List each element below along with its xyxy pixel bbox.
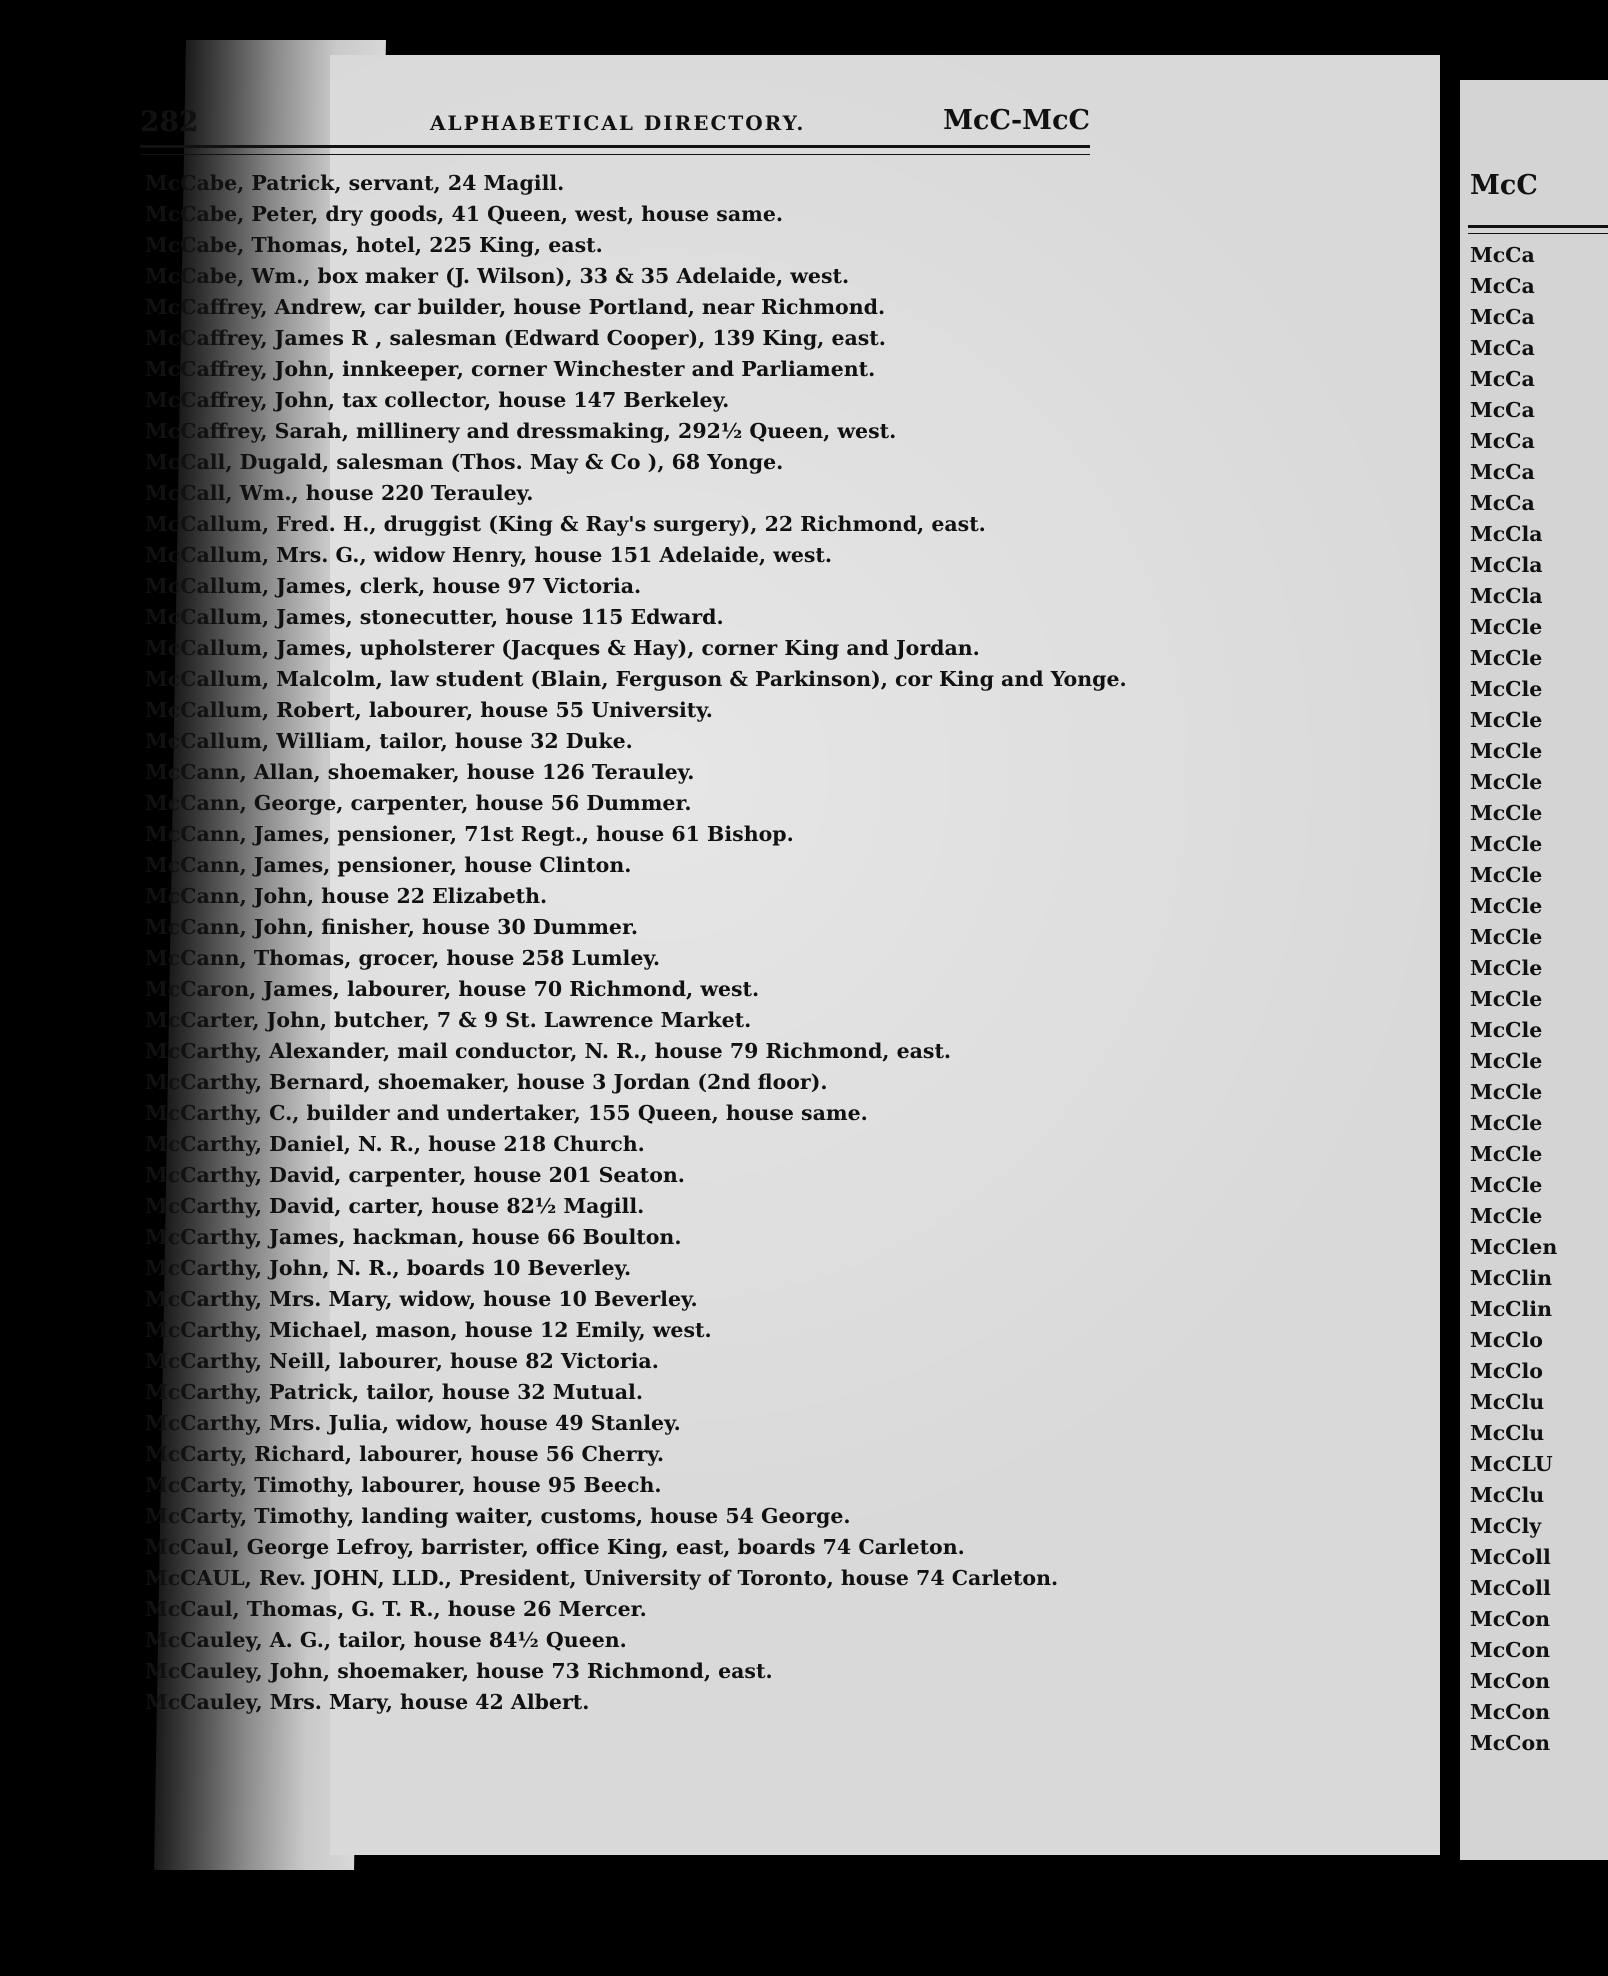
facing-page-entry: McClin — [1470, 1297, 1552, 1321]
facing-page-entry: McCle — [1470, 863, 1543, 887]
facing-page-entry: McCa — [1470, 491, 1535, 515]
directory-entry: McCauley, A. G., tailor, house 84½ Queen. — [145, 1628, 627, 1652]
directory-entry: McCaffrey, James R , salesman (Edward Cooper), 139 King, east. — [145, 326, 886, 350]
running-title: ALPHABETICAL DIRECTORY. — [430, 111, 806, 135]
directory-entry: McCann, Thomas, grocer, house 258 Lumley. — [145, 946, 661, 970]
directory-entry: McCarthy, Michael, mason, house 12 Emily, west. — [145, 1318, 712, 1342]
facing-page-entry: McClin — [1470, 1266, 1552, 1290]
facing-page-entry: McCle — [1470, 1111, 1543, 1135]
directory-entry: McCabe, Wm., box maker (J. Wilson), 33 & 35 Adelaide, west. — [145, 264, 850, 288]
directory-entry: McCaron, James, labourer, house 70 Richmond, west. — [145, 977, 760, 1001]
directory-entry: McCarthy, Mrs. Julia, widow, house 49 Stanley. — [145, 1411, 681, 1435]
directory-entry: McCann, James, pensioner, house Clinton. — [145, 853, 632, 877]
facing-page-entry: McCle — [1470, 1173, 1543, 1197]
directory-entry: McCarthy, Alexander, mail conductor, N. R., house 79 Richmond, east. — [145, 1039, 952, 1063]
facing-page-entry: McCly — [1470, 1514, 1542, 1538]
directory-entry: McCarty, Richard, labourer, house 56 Cherry. — [145, 1442, 665, 1466]
facing-page-entry: McCle — [1470, 646, 1543, 670]
page-number: 282 — [140, 105, 199, 138]
facing-page-entry: McCon — [1470, 1669, 1551, 1693]
facing-page-entry: McCa — [1470, 336, 1535, 360]
facing-page-entry: McCle — [1470, 677, 1543, 701]
directory-entry: McCarthy, David, carter, house 82½ Magill. — [145, 1194, 645, 1218]
directory-entry: McCarty, Timothy, labourer, house 95 Beech. — [145, 1473, 662, 1497]
facing-page-entry: McCLU — [1470, 1452, 1553, 1476]
facing-page-range: McC — [1470, 170, 1538, 201]
facing-page-entry: McCle — [1470, 987, 1543, 1011]
directory-entry: McCaffrey, John, tax collector, house 147 Berkeley. — [145, 388, 730, 412]
directory-entry: McCann, John, finisher, house 30 Dummer. — [145, 915, 639, 939]
directory-entry: McCann, George, carpenter, house 56 Dummer. — [145, 791, 692, 815]
directory-entry: McCallum, Mrs. G., widow Henry, house 151 Adelaide, west. — [145, 543, 833, 567]
facing-page-entry: McCla — [1470, 522, 1543, 546]
directory-entry: McCann, Allan, shoemaker, house 126 Terauley. — [145, 760, 695, 784]
directory-entries — [145, 168, 1127, 1718]
directory-entry: McCallum, James, clerk, house 97 Victoria. — [145, 574, 642, 598]
directory-entry: McCabe, Patrick, servant, 24 Magill. — [145, 171, 565, 195]
directory-entry: McCallum, James, stonecutter, house 115 Edward. — [145, 605, 724, 629]
directory-entry: McCallum, James, upholsterer (Jacques & Hay), corner King and Jordan. — [145, 636, 980, 660]
directory-entry: McCaffrey, Andrew, car builder, house Portland, near Richmond. — [145, 295, 886, 319]
facing-page-entry: McCle — [1470, 770, 1543, 794]
directory-entry: McCabe, Peter, dry goods, 41 Queen, west, house same. — [145, 202, 784, 226]
facing-page-entry: McCle — [1470, 832, 1543, 856]
directory-entry: McCaffrey, Sarah, millinery and dressmaking, 292½ Queen, west. — [145, 419, 897, 443]
facing-page-rule — [1468, 225, 1608, 234]
directory-entry: McCallum, Robert, labourer, house 55 University. — [145, 698, 713, 722]
facing-page-entry: McCa — [1470, 460, 1535, 484]
facing-page-entry: McCa — [1470, 367, 1535, 391]
facing-page-entry: McCle — [1470, 801, 1543, 825]
directory-entry: McCarthy, Daniel, N. R., house 218 Church. — [145, 1132, 645, 1156]
facing-page-entry: McClu — [1470, 1483, 1545, 1507]
directory-entry: McCAUL, Rev. JOHN, LLD., President, University of Toronto, house 74 Carleton. — [145, 1566, 1059, 1590]
directory-entry: McCaul, Thomas, G. T. R., house 26 Mercer. — [145, 1597, 647, 1621]
directory-entry: McCauley, John, shoemaker, house 73 Richmond, east. — [145, 1659, 773, 1683]
directory-entry: McCarthy, Bernard, shoemaker, house 3 Jordan (2nd floor). — [145, 1070, 828, 1094]
directory-entry: McCarthy, Patrick, tailor, house 32 Mutual. — [145, 1380, 643, 1404]
facing-page-entry: McCa — [1470, 429, 1535, 453]
directory-entry: McCallum, William, tailor, house 32 Duke. — [145, 729, 633, 753]
facing-page-entry: McClo — [1470, 1359, 1543, 1383]
facing-page-entry: McClo — [1470, 1328, 1543, 1352]
directory-entry: McCann, James, pensioner, 71st Regt., house 61 Bishop. — [145, 822, 794, 846]
directory-entry: McCaffrey, John, innkeeper, corner Winchester and Parliament. — [145, 357, 876, 381]
facing-page-entry: McCa — [1470, 274, 1535, 298]
directory-entry: McCarter, John, butcher, 7 & 9 St. Lawrence Market. — [145, 1008, 752, 1032]
book-spine-gap — [1440, 0, 1460, 1976]
facing-page-entries — [1470, 240, 1557, 1759]
directory-entry: McCall, Dugald, salesman (Thos. May & Co ), 68 Yonge. — [145, 450, 784, 474]
facing-page-entry: McClu — [1470, 1421, 1545, 1445]
facing-page-entry: McCle — [1470, 739, 1543, 763]
directory-entry: McCallum, Fred. H., druggist (King & Ray's surgery), 22 Richmond, east. — [145, 512, 986, 536]
directory-entry: McCauley, Mrs. Mary, house 42 Albert. — [145, 1690, 590, 1714]
facing-page-entry: McCla — [1470, 584, 1543, 608]
directory-entry: McCall, Wm., house 220 Terauley. — [145, 481, 534, 505]
directory-entry: McCarthy, James, hackman, house 66 Boulton. — [145, 1225, 682, 1249]
facing-page-entry: McCon — [1470, 1731, 1551, 1755]
facing-page-entry: McCle — [1470, 956, 1543, 980]
facing-page-entry: McCle — [1470, 1204, 1543, 1228]
facing-page-entry: McCle — [1470, 925, 1543, 949]
directory-entry: McCarthy, Neill, labourer, house 82 Victoria. — [145, 1349, 659, 1373]
facing-page-entry: McCa — [1470, 398, 1535, 422]
facing-page-entry: McCle — [1470, 1018, 1543, 1042]
facing-page-entry: McCle — [1470, 894, 1543, 918]
facing-page-entry: McColl — [1470, 1576, 1551, 1600]
facing-page-entry: McCle — [1470, 1142, 1543, 1166]
facing-page-entry: McCle — [1470, 1049, 1543, 1073]
facing-page-entry: McCon — [1470, 1700, 1551, 1724]
facing-page-entry: McCon — [1470, 1638, 1551, 1662]
directory-entry: McCann, John, house 22 Elizabeth. — [145, 884, 548, 908]
facing-page-entry: McClen — [1470, 1235, 1558, 1259]
facing-page-entry: McCon — [1470, 1607, 1551, 1631]
directory-entry: McCarthy, Mrs. Mary, widow, house 10 Beverley. — [145, 1287, 698, 1311]
directory-entry: McCabe, Thomas, hotel, 225 King, east. — [145, 233, 603, 257]
facing-page-entry: McCa — [1470, 305, 1535, 329]
facing-page-entry: McCle — [1470, 708, 1543, 732]
alphabetical-range: McC-McC — [943, 105, 1090, 136]
directory-entry: McCarthy, David, carpenter, house 201 Seaton. — [145, 1163, 685, 1187]
facing-page-entry: McClu — [1470, 1390, 1545, 1414]
facing-page-entry: McCle — [1470, 1080, 1543, 1104]
facing-page-entry: McCla — [1470, 553, 1543, 577]
header-rule — [140, 145, 1090, 155]
facing-page — [1460, 80, 1608, 1860]
directory-entry: McCarthy, C., builder and undertaker, 155 Queen, house same. — [145, 1101, 868, 1125]
directory-entry: McCaul, George Lefroy, barrister, office King, east, boards 74 Carleton. — [145, 1535, 965, 1559]
facing-page-entry: McCa — [1470, 243, 1535, 267]
directory-entry: McCarty, Timothy, landing waiter, customs, house 54 George. — [145, 1504, 851, 1528]
directory-entry: McCarthy, John, N. R., boards 10 Beverley. — [145, 1256, 632, 1280]
directory-entry: McCallum, Malcolm, law student (Blain, Ferguson & Parkinson), cor King and Yonge. — [145, 667, 1127, 691]
facing-page-entry: McColl — [1470, 1545, 1551, 1569]
facing-page-entry: McCle — [1470, 615, 1543, 639]
